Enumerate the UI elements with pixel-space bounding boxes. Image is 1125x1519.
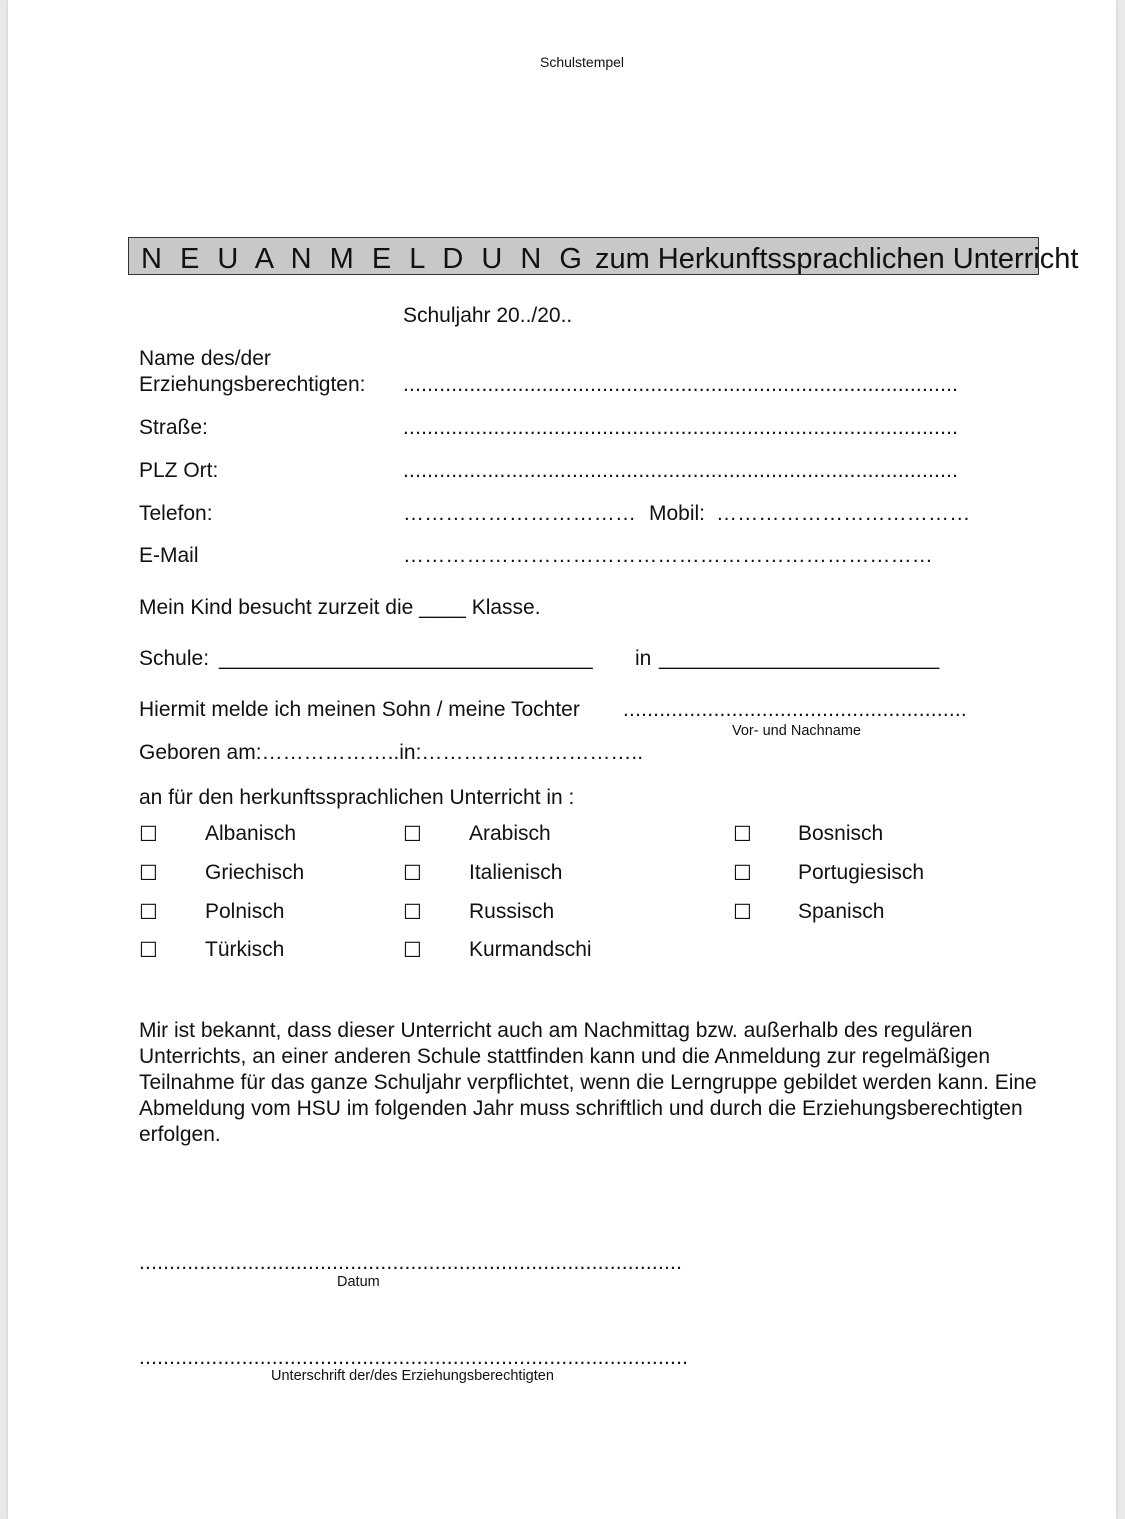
child-name-field[interactable]: ......................................................... <box>623 698 967 721</box>
lang-tuerkisch: Türkisch <box>205 938 285 961</box>
checkbox-griechisch[interactable]: ☐ <box>139 862 158 885</box>
email-field[interactable]: ………………………………………………………………… <box>403 544 933 567</box>
phone-label: Telefon: <box>139 502 213 525</box>
signature-field[interactable]: ........................................................................................... <box>139 1346 689 1369</box>
school-city-field[interactable]: ________________________ <box>659 647 940 670</box>
mobile-label: Mobil: <box>649 502 706 525</box>
school-label: Schule: <box>139 647 210 670</box>
email-label: E-Mail <box>139 544 199 567</box>
school-year: Schuljahr 20../20.. <box>403 304 573 327</box>
lang-griechisch: Griechisch <box>205 861 305 884</box>
school-stamp-label: Schulstempel <box>540 54 625 70</box>
zip-city-field[interactable]: ............................................................................................ <box>403 459 959 482</box>
class-line[interactable]: Mein Kind besucht zurzeit die ____ Klasse. <box>139 596 541 619</box>
phone-field[interactable]: …………………………… <box>403 502 637 525</box>
zip-city-label: PLZ Ort: <box>139 459 219 482</box>
street-label: Straße: <box>139 416 208 439</box>
checkbox-kurmandschi[interactable]: ☐ <box>403 939 422 962</box>
checkbox-polnisch[interactable]: ☐ <box>139 901 158 924</box>
lang-russisch: Russisch <box>469 900 555 923</box>
language-intro: an für den herkunftssprachlichen Unterricht in : <box>139 786 575 809</box>
signature-caption: Unterschrift der/des Erziehungsberechtigten <box>271 1368 554 1384</box>
lang-italienisch: Italienisch <box>469 861 563 884</box>
birth-line[interactable]: Geboren am:………………..in:………………………….. <box>139 741 644 764</box>
school-field[interactable]: ________________________________ <box>219 647 593 670</box>
lang-portugiesisch: Portugiesisch <box>798 861 925 884</box>
checkbox-tuerkisch[interactable]: ☐ <box>139 939 158 962</box>
lang-spanisch: Spanisch <box>798 900 885 923</box>
title-banner <box>128 237 1079 275</box>
name-label-line2: Erziehungsberechtigten: <box>139 373 366 396</box>
enrollment-text: Hiermit melde ich meinen Sohn / meine Tochter <box>139 698 580 721</box>
title-rest: zum Herkunftssprachlichen Unterricht <box>586 243 1079 275</box>
lang-arabisch: Arabisch <box>469 822 551 845</box>
street-field[interactable]: ............................................................................................ <box>403 416 959 439</box>
checkbox-arabisch[interactable]: ☐ <box>403 823 422 846</box>
page-title <box>141 243 1078 276</box>
name-label-line1: Name des/der <box>139 347 271 370</box>
lang-polnisch: Polnisch <box>205 900 285 923</box>
lang-albanisch: Albanisch <box>205 822 297 845</box>
checkbox-spanisch[interactable]: ☐ <box>733 901 752 924</box>
school-in-label: in <box>635 647 652 670</box>
lang-bosnisch: Bosnisch <box>798 822 884 845</box>
form-page <box>8 0 1116 1519</box>
date-field[interactable]: .......................................................................................... <box>139 1251 683 1274</box>
date-caption: Datum <box>337 1274 380 1290</box>
terms-paragraph: Mir ist bekannt, dass dieser Unterricht auch am Nachmittag bzw. außerhalb des regulären Unterrichts, an einer anderen Schule stattfinden kann und die Anmeldung zur regelmäßigen Teilnahme für das ganze Schuljahr verpflichtet, wenn die Lerngruppe gebildet werden kann. Eine Abmeldung vom HSU im folgenden Jahr muss schriftlich und durch die Erziehungsberechtigten erfolgen. <box>139 1019 1037 1146</box>
checkbox-italienisch[interactable]: ☐ <box>403 862 422 885</box>
lang-kurmandschi: Kurmandschi <box>469 938 592 961</box>
checkbox-albanisch[interactable]: ☐ <box>139 823 158 846</box>
mobile-field[interactable]: ……………………………… <box>716 502 971 525</box>
name-field[interactable]: ............................................................................................ <box>403 373 959 396</box>
child-name-caption: Vor- und Nachname <box>732 723 861 739</box>
title-spaced: N E U A N M E L D U N G <box>141 243 587 275</box>
checkbox-bosnisch[interactable]: ☐ <box>733 823 752 846</box>
checkbox-russisch[interactable]: ☐ <box>403 901 422 924</box>
checkbox-portugiesisch[interactable]: ☐ <box>733 862 752 885</box>
